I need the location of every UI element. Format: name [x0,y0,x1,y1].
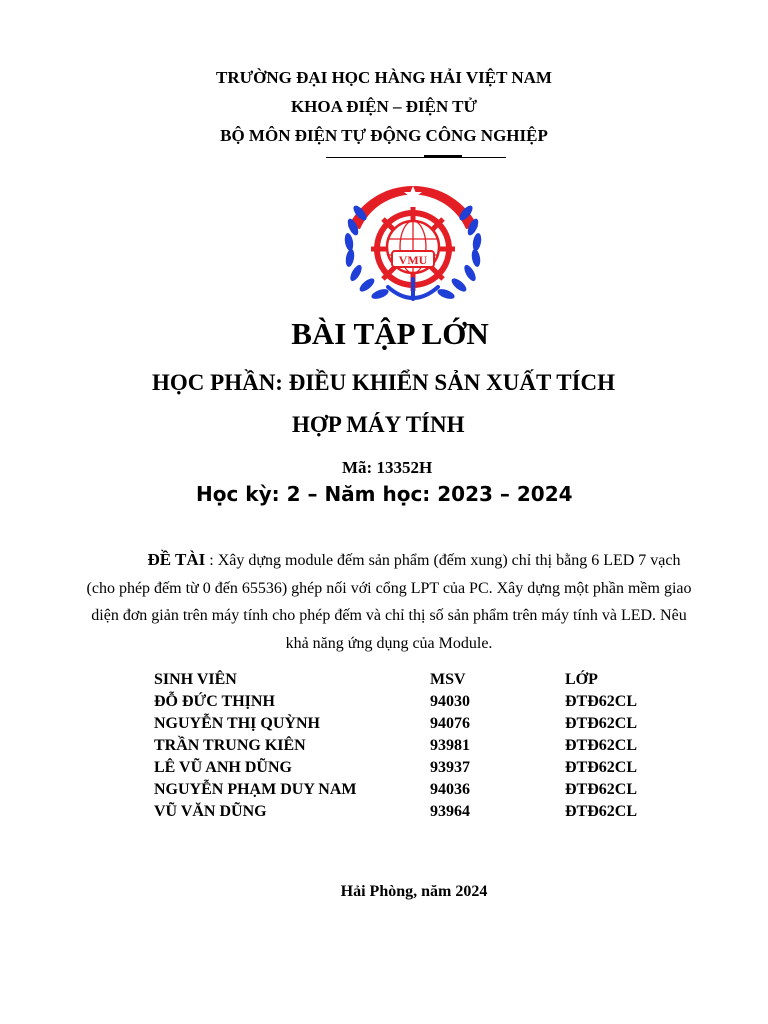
logo-text: VMU [398,253,428,267]
table-row [154,735,655,757]
student-name: LÊ VŨ ANH DŨNG [154,759,292,776]
student-id: 93964 [430,803,470,820]
laurel-right-icon [436,204,482,301]
student-class: ĐTĐ62CL [565,737,638,754]
student-class: ĐTĐ62CL [565,803,638,820]
student-name: VŨ VĂN DŨNG [154,803,267,820]
student-name: ĐỖ ĐỨC THỊNH [154,693,275,710]
table-row [154,691,655,713]
subject-line-1: HỌC PHẦN: ĐIỀU KHIỂN SẢN XUẤT TÍCH [152,370,616,395]
header-class: LỚP [565,671,598,688]
header-student: SINH VIÊN [154,671,237,688]
course-code: Mã: 13352H [342,458,433,477]
student-name: NGUYỄN THỊ QUỲNH [154,715,320,732]
vmu-logo [340,183,486,311]
topic-text: Xây dựng module đếm sản phẩm (đếm xung) chỉ thị bằng 6 LED 7 vạch (cho phép đếm từ 0 đến 65536) ghép nối với cổng LPT của PC. Xây dựng một phần mềm giao diện đơn giản trên máy tính cho phép đếm và chỉ thị số sản phẩm trên máy tính và LED. Nêu khả năng ứng dụng của Module. [86,552,692,652]
student-table [154,669,655,823]
student-id: 93937 [430,759,470,776]
semester-info: Học kỳ: 2 – Năm học: 2023 – 2024 [196,482,573,506]
student-id: 94036 [430,781,470,798]
student-table-header [154,669,655,691]
header-msv: MSV [430,671,466,688]
topic-paragraph [84,546,694,657]
student-name: NGUYỄN PHẠM DUY NAM [154,781,357,798]
laurel-left-icon [343,204,389,301]
topic-separator: : [205,552,218,569]
student-class: ĐTĐ62CL [565,693,638,710]
table-row [154,757,655,779]
place-and-year: Hải Phòng, năm 2024 [340,883,488,900]
student-class: ĐTĐ62CL [565,781,638,798]
student-id: 93981 [430,737,470,754]
subject-line-2: HỢP MÁY TÍNH [292,412,465,437]
university-name: TRƯỜNG ĐẠI HỌC HÀNG HẢI VIỆT NAM [216,68,552,87]
student-id: 94030 [430,693,470,710]
header-divider-accent [424,155,462,157]
student-name: TRẦN TRUNG KIÊN [154,737,306,754]
faculty-name: KHOA ĐIỆN – ĐIỆN TỬ [290,97,478,116]
student-class: ĐTĐ62CL [565,715,638,732]
table-row [154,801,655,823]
student-class: ĐTĐ62CL [565,759,638,776]
page-title: BÀI TẬP LỚN [291,316,489,351]
department-name: BỘ MÔN ĐIỆN TỰ ĐỘNG CÔNG NGHIỆP [220,126,548,145]
topic-label: ĐỀ TÀI [147,550,206,569]
header-divider [326,157,506,158]
table-row [154,779,655,801]
table-row [154,713,655,735]
student-id: 94076 [430,715,470,732]
